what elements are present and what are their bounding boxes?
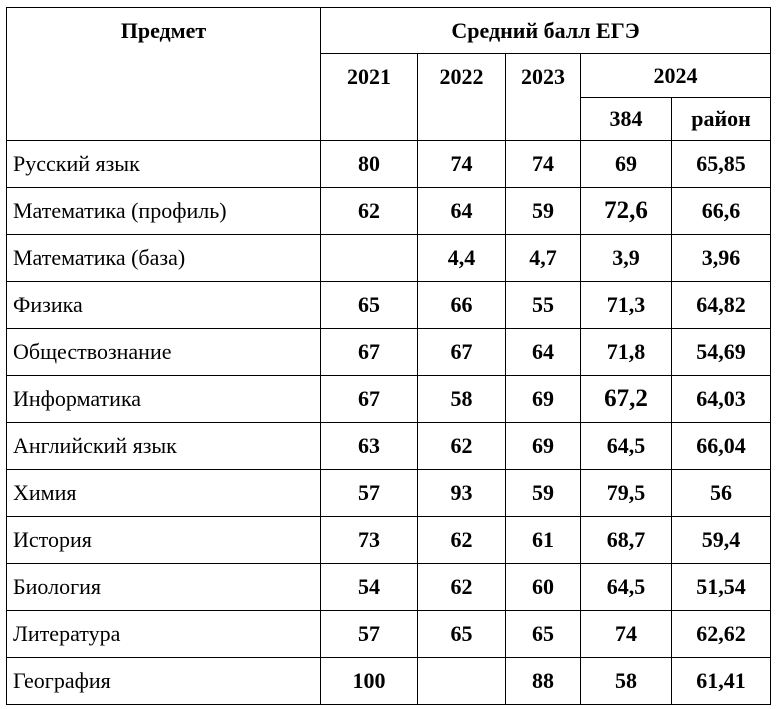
score-district-cell: 66,04	[672, 423, 771, 470]
score-2022-cell: 4,4	[418, 235, 506, 282]
score-2023-cell: 4,7	[506, 235, 581, 282]
subject-cell: Информатика	[7, 376, 321, 423]
score-2023-cell: 61	[506, 517, 581, 564]
year-2021-header: 2021	[321, 54, 418, 141]
score-2022-cell: 62	[418, 564, 506, 611]
score-384-cell: 67,2	[581, 376, 672, 423]
subject-cell: Английский язык	[7, 423, 321, 470]
score-2021-cell: 65	[321, 282, 418, 329]
score-2023-cell: 74	[506, 141, 581, 188]
subject-cell: Русский язык	[7, 141, 321, 188]
subject-cell: География	[7, 658, 321, 705]
score-384-cell: 71,8	[581, 329, 672, 376]
subject-cell: Биология	[7, 564, 321, 611]
score-2021-cell: 63	[321, 423, 418, 470]
subject-cell: Математика (база)	[7, 235, 321, 282]
score-384-cell: 79,5	[581, 470, 672, 517]
score-2023-cell: 69	[506, 423, 581, 470]
table-row	[7, 282, 771, 329]
year-2022-header: 2022	[418, 54, 506, 141]
table-row	[7, 658, 771, 705]
score-384-cell: 72,6	[581, 188, 672, 235]
score-384-cell: 3,9	[581, 235, 672, 282]
score-384-cell: 64,5	[581, 564, 672, 611]
score-district-cell: 3,96	[672, 235, 771, 282]
score-district-cell: 54,69	[672, 329, 771, 376]
score-2021-cell: 67	[321, 329, 418, 376]
table-row	[7, 423, 771, 470]
score-384-cell: 69	[581, 141, 672, 188]
table-row	[7, 611, 771, 658]
score-384-cell: 64,5	[581, 423, 672, 470]
score-2022-cell	[418, 658, 506, 705]
score-2021-cell: 62	[321, 188, 418, 235]
table-row	[7, 376, 771, 423]
score-2023-cell: 69	[506, 376, 581, 423]
table-row	[7, 235, 771, 282]
score-2021-cell: 57	[321, 470, 418, 517]
score-2023-cell: 64	[506, 329, 581, 376]
school-384-header: 384	[581, 98, 672, 141]
score-district-cell: 66,6	[672, 188, 771, 235]
score-384-cell: 74	[581, 611, 672, 658]
score-district-cell: 62,62	[672, 611, 771, 658]
score-2023-cell: 55	[506, 282, 581, 329]
score-2022-cell: 74	[418, 141, 506, 188]
subject-cell: Математика (профиль)	[7, 188, 321, 235]
score-2021-cell: 57	[321, 611, 418, 658]
subject-column-header: Предмет	[7, 8, 321, 141]
subject-cell: Литература	[7, 611, 321, 658]
score-2023-cell: 88	[506, 658, 581, 705]
subject-cell: Обществознание	[7, 329, 321, 376]
score-2023-cell: 59	[506, 470, 581, 517]
score-2023-cell: 60	[506, 564, 581, 611]
score-district-cell: 64,03	[672, 376, 771, 423]
district-header: район	[672, 98, 771, 141]
score-district-cell: 59,4	[672, 517, 771, 564]
score-2021-cell: 54	[321, 564, 418, 611]
score-district-cell: 64,82	[672, 282, 771, 329]
score-2022-cell: 93	[418, 470, 506, 517]
score-2023-cell: 59	[506, 188, 581, 235]
score-2022-cell: 67	[418, 329, 506, 376]
subject-cell: Химия	[7, 470, 321, 517]
average-score-header: Средний балл ЕГЭ	[321, 8, 771, 54]
score-2021-cell: 80	[321, 141, 418, 188]
score-2022-cell: 65	[418, 611, 506, 658]
score-2021-cell: 100	[321, 658, 418, 705]
table-row	[7, 188, 771, 235]
score-2021-cell	[321, 235, 418, 282]
score-district-cell: 51,54	[672, 564, 771, 611]
score-384-cell: 58	[581, 658, 672, 705]
score-384-cell: 68,7	[581, 517, 672, 564]
score-2023-cell: 65	[506, 611, 581, 658]
table-row	[7, 470, 771, 517]
score-384-cell: 71,3	[581, 282, 672, 329]
score-2022-cell: 64	[418, 188, 506, 235]
subject-cell: Физика	[7, 282, 321, 329]
score-2022-cell: 66	[418, 282, 506, 329]
score-district-cell: 65,85	[672, 141, 771, 188]
table-row	[7, 329, 771, 376]
year-2023-header: 2023	[506, 54, 581, 141]
score-district-cell: 56	[672, 470, 771, 517]
table-body	[7, 141, 771, 705]
score-2021-cell: 73	[321, 517, 418, 564]
score-2021-cell: 67	[321, 376, 418, 423]
table-row	[7, 141, 771, 188]
score-2022-cell: 58	[418, 376, 506, 423]
score-2022-cell: 62	[418, 517, 506, 564]
table-row	[7, 564, 771, 611]
table-row	[7, 517, 771, 564]
score-2022-cell: 62	[418, 423, 506, 470]
exam-scores-table	[6, 7, 771, 705]
score-district-cell: 61,41	[672, 658, 771, 705]
year-2024-header: 2024	[581, 54, 771, 98]
subject-cell: История	[7, 517, 321, 564]
